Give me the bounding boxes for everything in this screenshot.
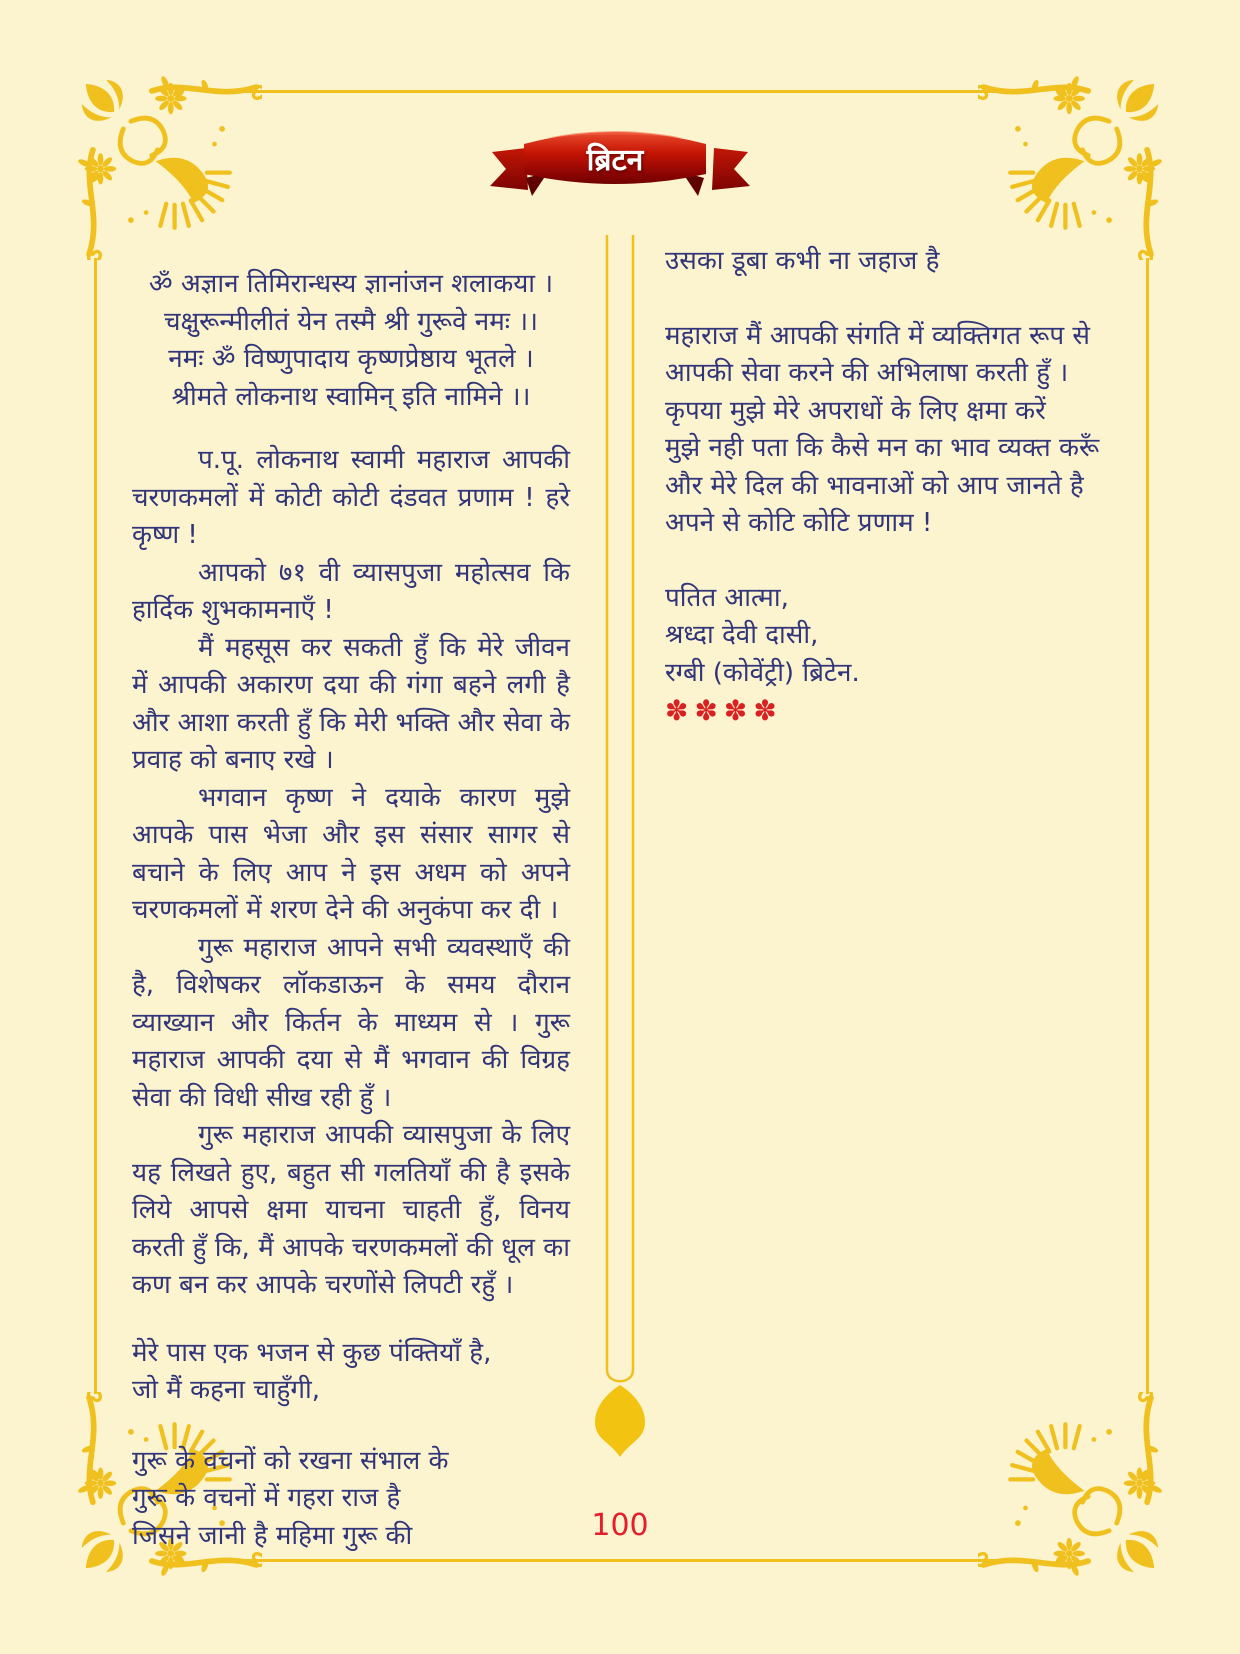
letter-paragraph: प.पू. लोकनाथ स्वामी महाराज आपकी चरणकमलों में कोटी कोटी दंडवत प्रणाम ! हरे कृष्ण ! <box>132 445 570 550</box>
signature-line: रग्बी (कोवेंट्री) ब्रिटेन. <box>665 657 860 688</box>
closing-request-line: महाराज मैं आपकी संगति में व्यक्तिगत रूप से <box>665 320 1090 351</box>
invocation-verse-line: चक्षुरून्मीलीतं येन तस्मै श्री गुरूवे नमः ।। <box>163 306 539 337</box>
signature-line: श्रध्दा देवी दासी, <box>665 620 819 650</box>
closing-request-line: आपकी सेवा करने की अभिलाषा करती हुँ । <box>665 358 1069 388</box>
right-column <box>665 243 1105 730</box>
chapter-ribbon-banner <box>488 124 752 202</box>
left-column <box>132 266 570 1555</box>
letter-paragraph: गुरू महाराज आपने सभी व्यवस्थाएँ की है, विशेषकर लॉकडाऊन के समय दौरान व्याख्यान और किर्तन के माध्यम से । गुरू महाराज आपकी दया से मैं भगवान की विग्रह सेवा की विधी सीख रही हुँ । <box>132 932 570 1113</box>
frame-border-top <box>240 90 1000 93</box>
frame-border-left <box>94 258 97 1394</box>
signature-line: पतित आत्मा, <box>665 582 789 613</box>
letter-paragraph: आपको ७१ वी व्यासपुजा महोत्सव कि हार्दिक शुभकामनाएँ ! <box>132 557 570 625</box>
closing-request-line: और मेरे दिल की भावनाओं को आप जानते है <box>665 470 1084 501</box>
bhajan-intro-line: जो मैं कहना चाहुँगी, <box>132 1375 320 1405</box>
floral-corner-ornament-icon <box>72 70 262 260</box>
closing-request <box>665 318 1105 543</box>
divider-pen-icon <box>590 235 650 1460</box>
closing-request-line: कृपया मुझे मेरे अपराधों के लिए क्षमा करें <box>665 395 1046 426</box>
column-divider <box>590 235 650 1460</box>
closing-request-line: मुझे नही पता कि कैसे मन का भाव व्यक्त करूँ <box>665 433 1100 463</box>
bhajan-verse-line: गुरू के वचनों में गहरा राज है <box>132 1483 401 1513</box>
invocation-verse <box>132 266 570 416</box>
bhajan-intro <box>132 1335 570 1410</box>
frame-border-bottom <box>240 1559 1000 1562</box>
invocation-verse-line: श्रीमते लोकनाथ स्वामिन् इति नामिने ।। <box>171 381 531 412</box>
floral-corner-ornament-icon <box>978 70 1168 260</box>
frame-border-right <box>1146 258 1149 1394</box>
letter-paragraph: मैं महसूस कर सकती हुँ कि मेरे जीवन में आपकी अकारण दया की गंगा बहने लगी है और आशा करती हुँ कि मेरी भक्ति और सेवा के प्रवाह को बनाए रखे । <box>132 632 570 775</box>
bhajan-verse-line: जिसने जानी है महिमा गुरू की <box>132 1520 413 1551</box>
chapter-title: ब्रिटन <box>586 143 644 178</box>
letter-paragraph: भगवान कृष्ण ने दयाके कारण मुझे आपके पास भेजा और इस संसार सागर से बचाने के लिए आप ने इस अधम को अपने चरणकमलों में शरण देने की अनुकंपा कर दी । <box>132 782 570 925</box>
floral-corner-ornament-icon <box>978 1392 1168 1582</box>
signature-block <box>665 580 1105 693</box>
bhajan-intro-line: मेरे पास एक भजन से कुछ पंक्तियाँ है, <box>132 1337 492 1368</box>
closing-request-line: अपने से कोटि कोटि प्रणाम ! <box>665 508 933 538</box>
bhajan-verse-continuation: उसका डूबा कभी ना जहाज है <box>665 246 940 276</box>
bhajan-verse-line: गुरू के वचनों को रखना संभाल के <box>132 1445 449 1476</box>
invocation-verse-line: ॐ अज्ञान तिमिरान्धस्य ज्ञानांजन शलाकया । <box>148 269 554 299</box>
end-mark-asterisks: ✽✽✽✽ <box>665 694 783 727</box>
page-number: 100 <box>591 1508 649 1543</box>
letter-paragraphs <box>132 442 570 1305</box>
invocation-verse-line: नमः ॐ विष्णुपादाय कृष्णप्रेष्ठाय भूतले । <box>168 344 534 374</box>
letter-paragraph: गुरू महाराज आपकी व्यासपुजा के लिए यह लिखते हुए, बहुत सी गलतियाँ की है इसके लिये आपसे क्षमा याचना चाहती हुँ, विनय करती हुँ कि, मैं आपके चरणकमलों की धूल का कण बन कर आपके चरणोंसे लिपटी रहुँ । <box>132 1120 570 1300</box>
